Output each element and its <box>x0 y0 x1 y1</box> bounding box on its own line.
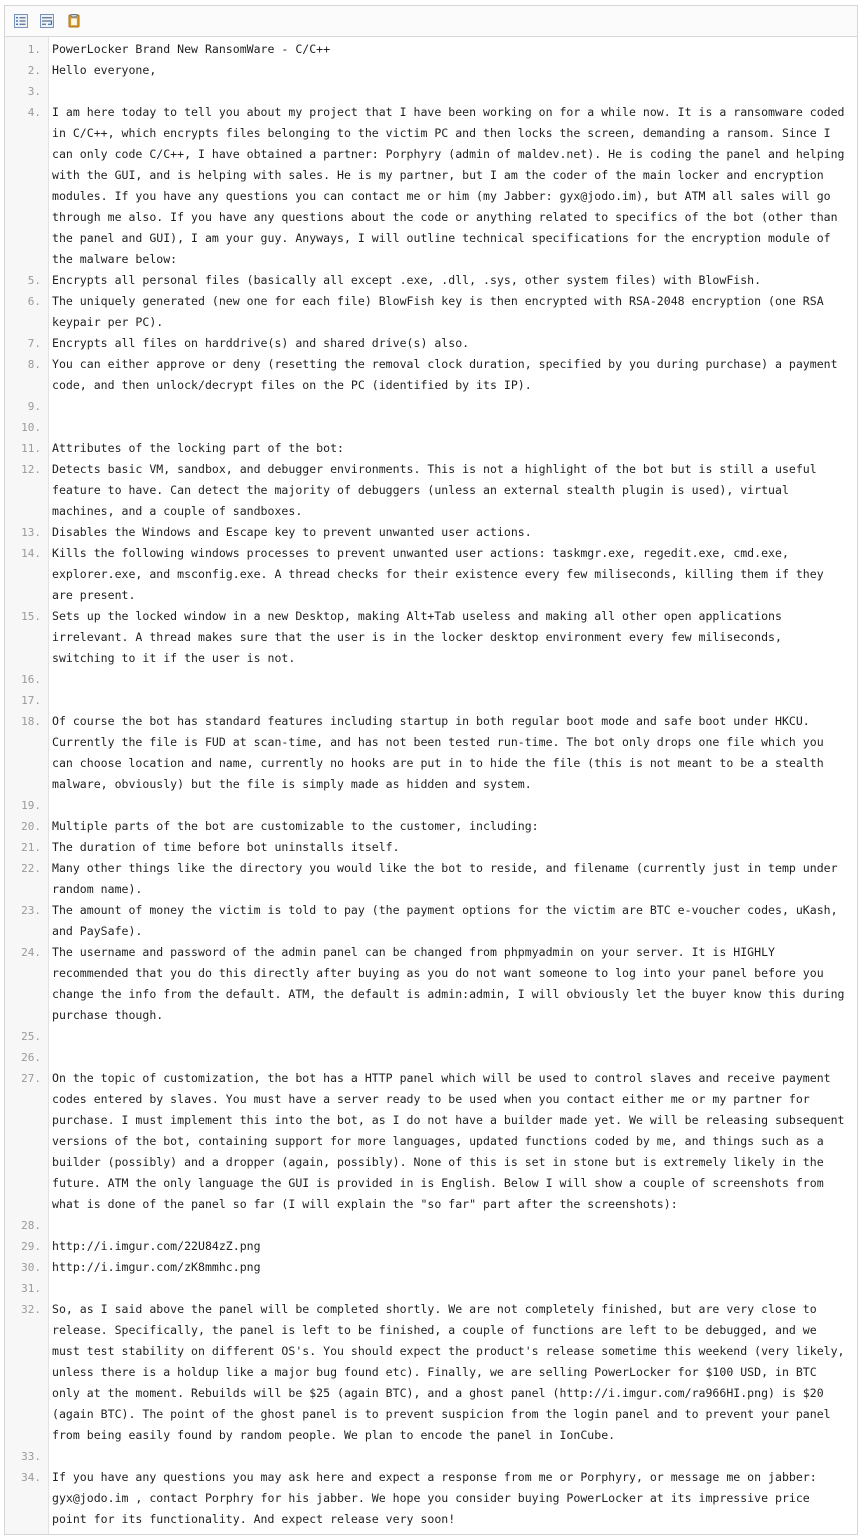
line-text: PowerLocker Brand New RansomWare - C/C++ <box>52 42 331 56</box>
line-text: Of course the bot has standard features including startup in both regular boot mode and safe boot under HKCU. Currently the file is FUD at scan-time, and has not been tested run-time. The bot only drops one file which you can choose location and name, currently no hooks are put in to hide the file (this is not meant to be a stealth malware, obviously) but the file is simply made as hidden and system. <box>52 714 831 791</box>
line-text: Encrypts all files on harddrive(s) and shared drive(s) also. <box>52 336 470 350</box>
line-number: 9. <box>27 400 41 413</box>
line-number: 17. <box>21 694 41 707</box>
line-text: http://i.imgur.com/zK8mmhc.png <box>52 1260 261 1274</box>
line-text: Detects basic VM, sandbox, and debugger environments. This is not a highlight of the bot but is still a useful feature to have. Can detect the majority of debuggers (unless an external stealth plugin is used), virtual machines, and a couple of sandboxes. <box>52 462 824 518</box>
line-text <box>52 81 857 102</box>
line-number: 14. <box>21 547 41 560</box>
code-line <box>5 438 857 459</box>
line-number: 33. <box>21 1450 41 1463</box>
line-text: The amount of money the victim is told to pay (the payment options for the victim are BTC e-voucher codes, uKash, and PaySafe). <box>52 903 845 938</box>
line-number: 4. <box>27 106 41 119</box>
line-number: 15. <box>21 610 41 623</box>
code-line <box>5 291 857 333</box>
code-line <box>5 837 857 858</box>
line-text: Multiple parts of the bot are customizable to the customer, including: <box>52 819 539 833</box>
code-line <box>5 102 857 270</box>
line-numbers-icon[interactable] <box>14 13 28 27</box>
line-text: If you have any questions you may ask here and expect a response from me or Porphyry, or message me on jabber: gyx@jodo.im , contact Porphry for his jabber. We hope you consider buying PowerLocker at its impressive price point for its functionality. And expect release very soon! <box>52 1470 824 1526</box>
line-number: 28. <box>21 1219 41 1232</box>
line-number: 5. <box>27 274 41 287</box>
line-text: Sets up the locked window in a new Desktop, making Alt+Tab useless and making all other open applications irrelevant. A thread makes sure that the user is in the locker desktop environment every few miliseconds, switching to it if the user is not. <box>52 609 789 665</box>
line-text <box>52 1047 857 1068</box>
line-text: Attributes of the locking part of the bot: <box>52 441 344 455</box>
line-text: The uniquely generated (new one for each file) BlowFish key is then encrypted with RSA-2048 encryption (one RSA keypair per PC). <box>52 294 831 329</box>
code-line <box>5 858 857 900</box>
line-number: 7. <box>27 337 41 350</box>
line-text: I am here today to tell you about my project that I have been working on for a while now. It is a ransomware coded in C/C++, which encrypts files belonging to the victim PC and then locks the screen, demanding a ransom. Since I can only code C/C++, I have obtained a partner: Porphyry (admin of maldev.net). He is coding the panel and helping with the GUI, and is helping with sales. He is my partner, but I am the coder of the main locker and encryption modules. If you have any questions you can contact me or him (my Jabber: gyx@jodo.im), but ATM all sales will go through me also. If you have any questions about the code or anything related to specifics of the bot (other than the panel and GUI), I am your guy. Anyways, I will outline technical specifications for the encryption module of the malware below: <box>52 105 852 266</box>
code-line <box>5 795 857 816</box>
line-number: 19. <box>21 799 41 812</box>
code-line <box>5 1236 857 1257</box>
line-text: Many other things like the directory you would like the bot to reside, and filename (currently just in temp under random name). <box>52 861 845 896</box>
line-text: On the topic of customization, the bot has a HTTP panel which will be used to control slaves and receive payment codes entered by slaves. You must have a server ready to be used when you contact either me or my partner for purchase. I must implement this into the bot, as I do not have a builder made yet. We will be releasing subsequent versions of the bot, containing support for more languages, updated functions coded by me, and things such as a builder (possibly) and a dropper (again, possibly). None of this is set in stone but is extremely likely in the future. ATM the only language the GUI is provided in is English. Below I will show a couple of screenshots from what is done of the panel so far (I will explain the "so far" part after the screenshots): <box>52 1071 852 1211</box>
line-text <box>52 1026 857 1047</box>
code-line <box>5 711 857 795</box>
line-number: 34. <box>21 1471 41 1484</box>
line-text: Kills the following windows processes to prevent unwanted user actions: taskmgr.exe, regedit.exe, cmd.exe, explorer.exe, and msconfig.exe. A thread checks for their existence every few miliseconds, killing them if they are present. <box>52 546 831 602</box>
line-text <box>52 1215 857 1236</box>
line-text <box>52 1278 857 1299</box>
code-area <box>5 37 857 1534</box>
line-text: Disables the Windows and Escape key to prevent unwanted user actions. <box>52 525 532 539</box>
line-number: 3. <box>27 85 41 98</box>
line-number: 32. <box>21 1303 41 1316</box>
line-text: Encrypts all personal files (basically all except .exe, .dll, .sys, other system files) with BlowFish. <box>52 273 762 287</box>
line-text: http://i.imgur.com/22U84zZ.png <box>52 1239 261 1253</box>
code-line <box>5 333 857 354</box>
line-text <box>52 669 857 690</box>
code-line <box>5 459 857 522</box>
line-text <box>52 396 857 417</box>
line-number: 21. <box>21 841 41 854</box>
code-line <box>5 60 857 81</box>
line-number: 1. <box>27 43 41 56</box>
code-line <box>5 522 857 543</box>
line-number: 22. <box>21 862 41 875</box>
line-text <box>52 1446 857 1467</box>
code-line <box>5 900 857 942</box>
line-text <box>52 795 857 816</box>
code-lines <box>5 39 857 1530</box>
code-line <box>5 669 857 690</box>
line-number: 13. <box>21 526 41 539</box>
line-number: 12. <box>21 463 41 476</box>
line-text: So, as I said above the panel will be completed shortly. We are not completely finished, but are very close to release. Specifically, the panel is left to be finished, a couple of functions are left to be debugged, and we must test stability on different OS's. You should expect the product's release sometime this weekend (very likely, unless there is a holdup like a major bug found etc). Finally, we are selling PowerLocker for $100 USD, in BTC only at the moment. Rebuilds will be $25 (again BTC), and a ghost panel (http://i.imgur.com/ra966HI.png) is $20 (again BTC). The point of the ghost panel is to prevent suspicion from the login panel and to prevent your panel from being easily found by random people. We plan to encode the panel in IonCube. <box>52 1302 852 1442</box>
line-number: 29. <box>21 1240 41 1253</box>
line-number: 27. <box>21 1072 41 1085</box>
code-line <box>5 1068 857 1215</box>
line-number: 25. <box>21 1030 41 1043</box>
line-number: 6. <box>27 295 41 308</box>
line-number: 11. <box>21 442 41 455</box>
line-number: 16. <box>21 673 41 686</box>
code-line <box>5 1467 857 1530</box>
copy-icon[interactable] <box>67 13 81 27</box>
line-number: 2. <box>27 64 41 77</box>
code-line <box>5 543 857 606</box>
code-viewer <box>4 5 858 1535</box>
code-line <box>5 39 857 60</box>
line-text <box>52 690 857 711</box>
line-number: 8. <box>27 358 41 371</box>
word-wrap-icon[interactable] <box>40 13 54 27</box>
line-number: 18. <box>21 715 41 728</box>
code-line <box>5 1278 857 1299</box>
code-line <box>5 81 857 102</box>
code-line <box>5 354 857 396</box>
code-line <box>5 1215 857 1236</box>
line-number: 10. <box>21 421 41 434</box>
code-line <box>5 1299 857 1446</box>
code-line <box>5 942 857 1026</box>
code-line <box>5 417 857 438</box>
line-text: The duration of time before bot uninstalls itself. <box>52 840 400 854</box>
line-text <box>52 417 857 438</box>
line-text: The username and password of the admin panel can be changed from phpmyadmin on your server. It is HIGHLY recommended that you do this directly after buying as you do not want someone to log into your panel before you change the info from the default. ATM, the default is admin:admin, I will obviously let the buyer know this during purchase though. <box>52 945 852 1022</box>
code-line <box>5 1257 857 1278</box>
line-number: 31. <box>21 1282 41 1295</box>
code-line <box>5 1047 857 1068</box>
line-text: You can either approve or deny (resetting the removal clock duration, specified by you during purchase) a payment code, and then unlock/decrypt files on the PC (identified by its IP). <box>52 357 845 392</box>
line-number: 20. <box>21 820 41 833</box>
line-number: 30. <box>21 1261 41 1274</box>
line-number: 24. <box>21 946 41 959</box>
code-line <box>5 270 857 291</box>
code-line <box>5 816 857 837</box>
line-text: Hello everyone, <box>52 63 157 77</box>
line-number: 23. <box>21 904 41 917</box>
line-number: 26. <box>21 1051 41 1064</box>
code-line <box>5 396 857 417</box>
code-line <box>5 690 857 711</box>
code-line <box>5 1446 857 1467</box>
code-toolbar <box>5 6 857 37</box>
code-line <box>5 1026 857 1047</box>
code-line <box>5 606 857 669</box>
